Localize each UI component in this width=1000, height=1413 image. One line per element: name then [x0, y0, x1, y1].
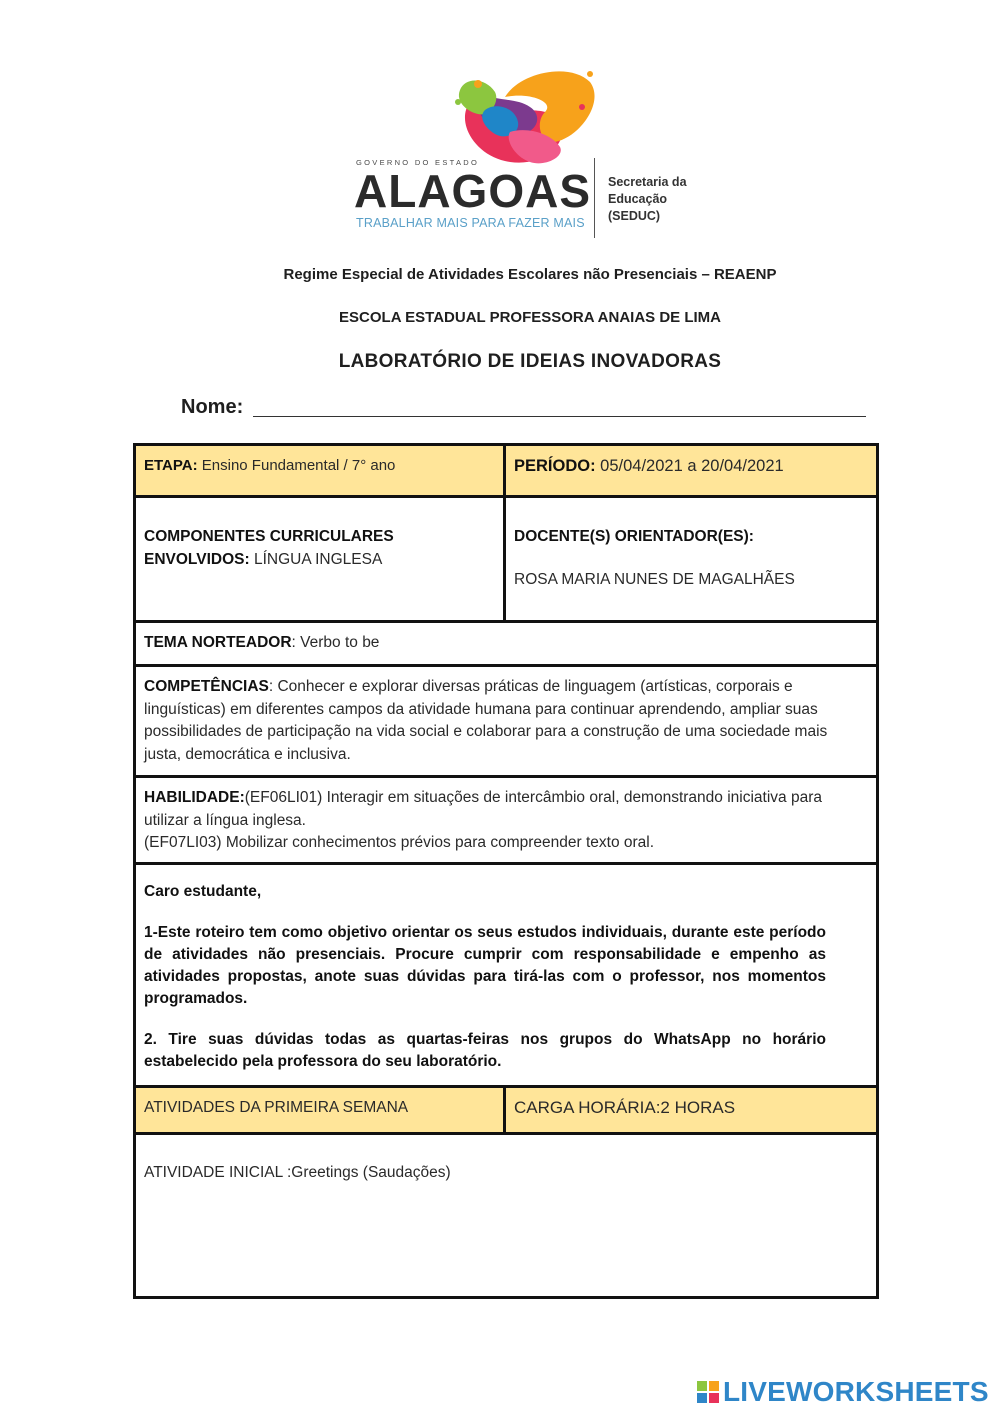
habilidade-value: (EF07LI03) Mobilizar conhecimentos prévios para compreender texto oral. [144, 834, 655, 851]
logo-gov-line: GOVERNO DO ESTADO [356, 158, 480, 167]
etapa-cell [136, 446, 503, 495]
componentes-label: ENVOLVIDOS: [144, 550, 250, 568]
nome-field[interactable] [181, 396, 866, 422]
componentes-label: COMPONENTES CURRICULARES [144, 528, 394, 545]
logo-secretaria-line: Educação [608, 192, 668, 206]
habilidade-cell [136, 778, 876, 862]
periodo-cell [506, 446, 876, 495]
logo-slogan: TRABALHAR MAIS PARA FAZER MAIS [356, 216, 585, 230]
docente-cell [506, 498, 876, 620]
school-name: ESCOLA ESTADUAL PROFESSORA ANAIAS DE LIMA [339, 309, 721, 326]
info-table [133, 443, 879, 1299]
caro-estudante: Caro estudante, [144, 883, 262, 900]
tema-label: TEMA NORTEADOR [144, 634, 292, 651]
atividades-semana-cell [136, 1088, 503, 1132]
tema-cell [136, 623, 876, 664]
habilidade-label: HABILIDADE: [144, 789, 245, 806]
lab-title: LABORATÓRIO DE IDEIAS INOVADORAS [338, 351, 722, 372]
logo-secretaria-line: (SEDUC) [608, 209, 661, 223]
competencias-value: : Conhecer e explorar diversas práticas de linguagem (artísticas, corporais e linguísticas) em diferentes campos da atividade humana para continuar aprendendo, ampliar suas possibilidades de participação na vida social e colaborar para a construção de uma sociedade mais justa, democrática e inclusiva. [144, 678, 828, 763]
atividade-inicial: ATIVIDADE INICIAL :Greetings (Saudações) [144, 1164, 451, 1181]
componentes-value: LÍNGUA INGLESA [249, 550, 383, 568]
periodo-label: PERÍODO: [514, 457, 596, 475]
logo-divider [594, 158, 595, 238]
logo-secretaria [608, 174, 687, 225]
liveworksheets-text: LIVEWORKSHEETS [723, 1376, 989, 1407]
logo-brand: ALAGOAS [354, 165, 591, 217]
competencias-label: COMPETÊNCIAS [144, 678, 269, 695]
alagoas-flower-logo-icon [450, 62, 600, 172]
alagoas-seduc-logo [354, 62, 694, 240]
instrucao-item: 1-Este roteiro tem como objetivo orientar os seus estudos individuais, durante este período de atividades não presenciais. Procure cumprir com responsabilidade e empenho as atividades propostas, anote suas dúvidas para tirá-las com o professor, nos momentos programados. [144, 924, 826, 1007]
componentes-cell [136, 498, 503, 620]
docente-value: ROSA MARIA NUNES DE MAGALHÃES [514, 570, 795, 588]
instrucao-item: 2. Tire suas dúvidas todas as quartas-feiras nos grupos do WhatsApp no horário estabelecido pela professora do seu laboratório. [144, 1031, 826, 1070]
logo-secretaria-line: Secretaria da [608, 175, 687, 189]
atividade-inicial-cell [136, 1135, 876, 1296]
liveworksheets-mark-icon [697, 1381, 719, 1403]
instrucoes-cell [136, 865, 876, 1085]
etapa-value: Ensino Fundamental / 7° ano [197, 457, 396, 474]
competencias-cell [136, 667, 876, 775]
habilidade-value: (EF06LI01) Interagir em situações de intercâmbio oral, demonstrando iniciativa para utilizar a língua inglesa. [144, 789, 822, 829]
etapa-label: ETAPA: [144, 457, 198, 474]
atividades-semana: ATIVIDADES DA PRIMEIRA SEMANA [144, 1099, 409, 1116]
periodo-value: 05/04/2021 a 20/04/2021 [595, 457, 784, 475]
regime-heading: Regime Especial de Atividades Escolares não Presenciais – REAENP [283, 266, 777, 283]
carga-horaria: CARGA HORÁRIA:2 HORAS [514, 1098, 736, 1117]
tema-value: : Verbo to be [291, 634, 380, 651]
carga-horaria-cell [506, 1088, 876, 1132]
docente-label: DOCENTE(S) ORIENTADOR(ES): [514, 528, 754, 545]
nome-input-line[interactable] [253, 416, 866, 417]
nome-label: Nome: [181, 396, 244, 418]
